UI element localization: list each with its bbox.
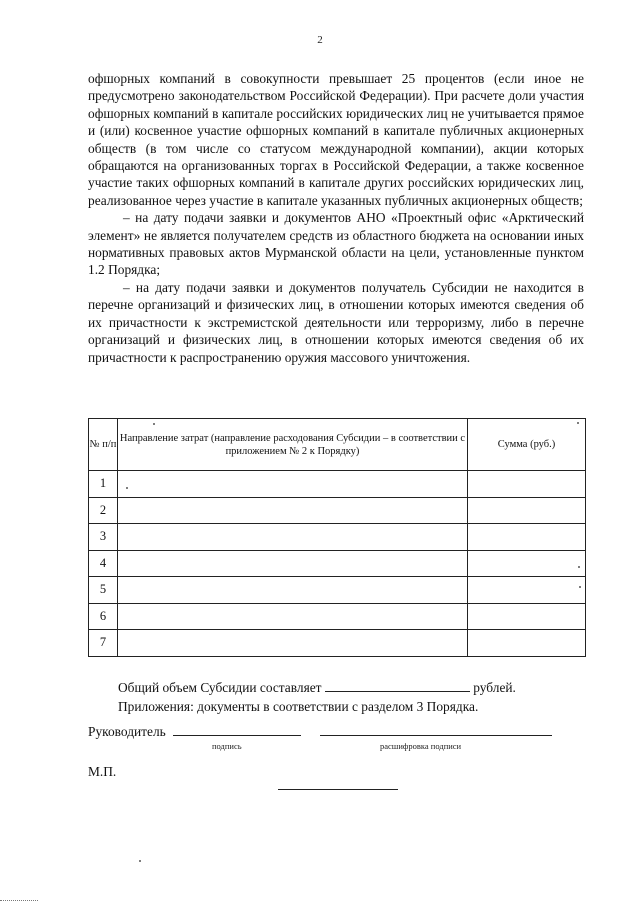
- row-number: 4: [89, 550, 118, 577]
- row-sum[interactable]: [468, 630, 586, 657]
- header-number: № п/п: [89, 419, 118, 471]
- table-row: [89, 471, 586, 498]
- scan-speck: [139, 860, 141, 862]
- signature-row: [88, 724, 552, 740]
- stamp-place: М.П.: [88, 764, 117, 779]
- paragraph-extremism-list: – на дату подачи заявки и документов получатель Субсидии не находится в перечне организаций и физических лиц, в отношении которых имеются сведения об их причастности к экстремистской деятельности или терроризму, либо в перечне организаций и физических лиц, в отношении которых имеются сведения об их причастности к распространению оружия массового уничтожения.: [88, 279, 584, 365]
- page-number: 2: [317, 34, 323, 46]
- paragraph-offshore: офшорных компаний в совокупности превышает 25 процентов (если иное не предусмотрено законодательством Российской Федерации). При расчете доли участия офшорных компаний в капитале российских юридических лиц не учитывается прямое и (или) косвенное участие офшорных компаний в капитале публичных акционерных обществ (в том числе со статусом международной компании), акции которых обращаются на организованных торгах в Российской Федерации, а также косвенное участие таких офшорных компаний в капитале других российских юридических лиц, реализованное через участие в капитале указанных публичных акционерных обществ;: [88, 71, 584, 208]
- row-sum[interactable]: [468, 471, 586, 498]
- total-currency: рублей.: [473, 680, 516, 695]
- table-row: [89, 550, 586, 577]
- bottom-divider: [278, 789, 398, 790]
- scan-speck: [153, 423, 155, 425]
- table-row: [89, 577, 586, 604]
- cost-table: [88, 418, 586, 657]
- row-number: 7: [89, 630, 118, 657]
- signature-decode-caption: расшифровка подписи: [380, 741, 462, 751]
- row-direction[interactable]: [118, 603, 468, 630]
- row-direction[interactable]: [118, 524, 468, 551]
- total-label: Общий объем Субсидии составляет: [118, 680, 322, 695]
- signature-blank[interactable]: [173, 735, 301, 736]
- scan-margin-line: [0, 900, 38, 901]
- header-direction: Направление затрат (направление расходования Субсидии – в соответствии с приложением № 2 к Порядку): [118, 419, 468, 471]
- signature-decode-blank[interactable]: [320, 735, 552, 736]
- row-number: 1: [89, 471, 118, 498]
- paragraph-not-recipient: – на дату подачи заявки и документов АНО «Проектный офис «Арктический элемент» не является получателем средств из областного бюджета на основании иных нормативных правовых актов Мурманской области на цели, установленные пунктом 1.2 Порядка;: [88, 210, 584, 278]
- row-sum[interactable]: [468, 603, 586, 630]
- table-header-row: [89, 419, 586, 471]
- row-sum[interactable]: [468, 577, 586, 604]
- row-sum[interactable]: [468, 524, 586, 551]
- row-number: 3: [89, 524, 118, 551]
- total-amount-blank[interactable]: [325, 691, 470, 692]
- row-sum[interactable]: [468, 550, 586, 577]
- row-number: 2: [89, 497, 118, 524]
- row-direction[interactable]: [118, 497, 468, 524]
- scan-speck: [126, 487, 128, 489]
- scan-speck: [577, 422, 579, 424]
- table-row: [89, 603, 586, 630]
- header-sum: Сумма (руб.): [468, 419, 586, 471]
- signature-caption: подпись: [212, 741, 242, 751]
- row-direction[interactable]: [118, 630, 468, 657]
- body-text: [88, 70, 584, 366]
- row-direction[interactable]: [118, 550, 468, 577]
- table-row: [89, 630, 586, 657]
- row-direction[interactable]: [118, 471, 468, 498]
- row-number: 6: [89, 603, 118, 630]
- table-row: [89, 524, 586, 551]
- attachments-line: Приложения: документы в соответствии с разделом 3 Порядка.: [118, 699, 479, 714]
- row-direction[interactable]: [118, 577, 468, 604]
- signature-label: Руководитель: [88, 724, 166, 739]
- row-sum[interactable]: [468, 497, 586, 524]
- row-number: 5: [89, 577, 118, 604]
- summary-block: [118, 678, 516, 716]
- total-line: [118, 678, 516, 697]
- scan-speck: [578, 566, 580, 568]
- scan-speck: [579, 586, 581, 588]
- table-row: [89, 497, 586, 524]
